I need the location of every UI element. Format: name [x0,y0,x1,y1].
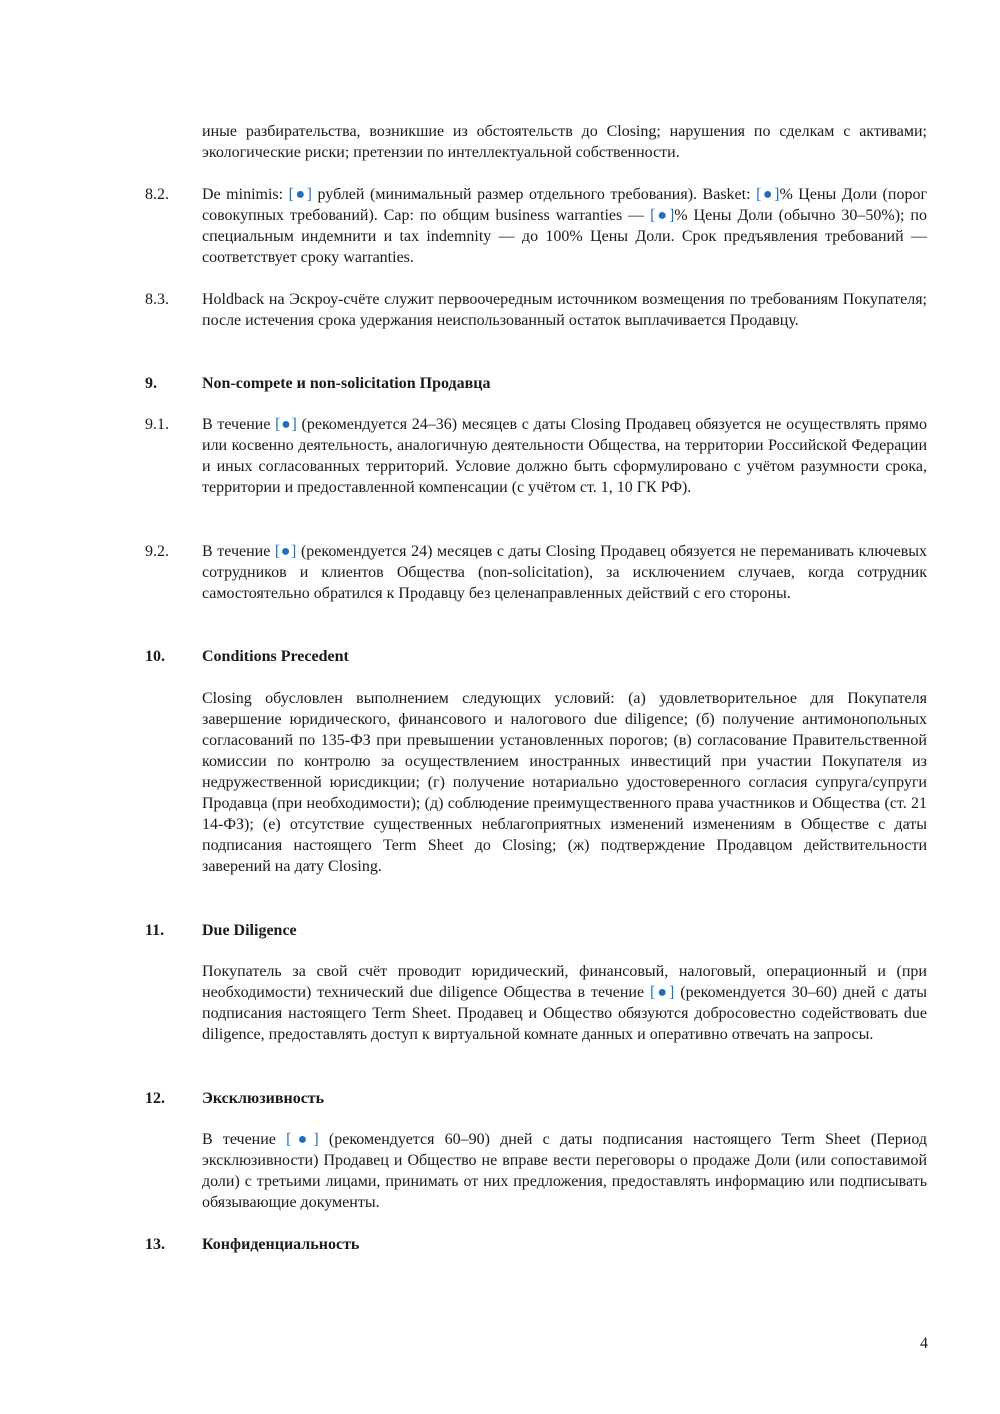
text-run: (рекомендуется 24–36) месяцев с даты Closing Продавец обязуется не осуществлять прямо или косвенно деятельность, аналогичную деятельности Общества, на территории Российской Федерации и иных согласованных территорий. Условие должно быть сформулировано с учётом разумности срока, территории и предоставленной компенсации (с учётом ст. 1, 10 ГК РФ). [202,416,928,496]
clause-text [202,121,927,163]
text-run: Non-compete и non-solicitation Продавца [202,375,491,392]
section-title [202,1234,927,1255]
section-heading-11 [145,920,927,941]
text-run: Holdback на Эскроу-счёте служит первоочередным источником возмещения по требованиям Покупателя; после истечения срока удержания неиспользованный остаток выплачивается Продавцу. [202,291,927,329]
clause-8-3 [145,289,927,331]
text-run: % Цены Доли (обычно 30–50%); по специальным индемнити и tax indemnity — до 100% Цены Доли. Срок предъявления требований — соответствует сроку warranties. [202,207,927,266]
clause-9-2 [145,541,927,604]
section-number: 13. [145,1236,165,1253]
text-run: % Цены Доли (порог совокупных требований). Cap: по общим business warranties — [202,186,928,224]
section-title [202,1088,927,1109]
clause-text [202,184,927,268]
text-run: В течение [202,543,275,560]
text-run: (рекомендуется 60–90) дней с даты подписания настоящего Term Sheet (Период эксклюзивности) Продавец и Общество не вправе вести переговоры о продаже Доли (или сопоставимой доли) с третьими лицами, принимать от них предложения, предоставлять информацию или подписывать обязывающие документы. [202,1131,928,1211]
text-run: В течение [202,1131,287,1148]
section-title [202,373,927,394]
clause-text [202,1129,927,1213]
continued-paragraph [145,121,927,163]
due-diligence-text [145,961,927,1045]
clause-number: 9.1. [145,416,169,433]
text-run: (рекомендуется 30–60) дней с даты подписания настоящего Term Sheet. Продавец и Общество обязуются добросовестно содействовать due diligence, предоставлять доступ к виртуальной комнате данных и оперативно отвечать на запросы. [202,984,928,1043]
placeholder-field: [●] [275,416,297,433]
clause-text [202,688,927,877]
section-heading-12 [145,1088,927,1109]
clause-number: 9.2. [145,543,169,560]
text-run: Конфиденциальность [202,1236,360,1253]
clause-number: 8.3. [145,291,169,308]
clause-text [202,289,927,331]
placeholder-field: [●] [286,1131,319,1148]
exclusivity-text [145,1129,927,1213]
section-number: 9. [145,375,157,392]
text-run: В течение [202,416,276,433]
clause-number: 8.2. [145,186,169,203]
text-run: Покупатель за свой счёт проводит юридический, финансовый, налоговый, операционный и (при необходимости) технический due diligence Общества в течение [202,963,927,1001]
placeholder-field: [●] [650,207,675,224]
section-number: 11. [145,922,165,939]
clause-8-2 [145,184,927,268]
clause-9-1 [145,414,927,498]
placeholder-field: [●] [650,984,675,1001]
text-run: Due Diligence [202,922,297,939]
text-run: Conditions Precedent [202,648,349,665]
clause-text [202,541,927,604]
text-run: Closing обусловлен выполнением следующих условий: (а) удовлетворительное для Покупателя завершение юридического, финансового и налогового due diligence; (б) получение антимонопольных согласований по 135-ФЗ при превышении установленных порогов; (в) согласование Правительственной комиссии по контролю за осуществлением иностранных инвестиций при участии Покупателя из недружественной юрисдикции; (г) получение нотариально удостоверенного согласия супруга/супруги Продавца (при необходимости); (д) соблюдение преимущественного права участников и Общества (ст. 21 14-ФЗ); (е) отсутствие существенных неблагоприятных изменений изменениям в Обществе с даты подписания настоящего Term Sheet до Closing; (ж) подтверждение Продавцом действительности заверений на дату Closing. [202,690,927,875]
section-title [202,920,927,941]
section-number: 12. [145,1090,165,1107]
text-run: De minimis: [202,186,289,203]
clause-text [202,961,927,1045]
text-run: Эксклюзивность [202,1090,325,1107]
placeholder-field: [●] [274,543,297,560]
placeholder-field: [●] [756,186,780,203]
page-number: 4 [920,1335,928,1352]
section-heading-13 [145,1234,927,1255]
section-heading-10 [145,646,927,667]
section-number: 10. [145,648,165,665]
section-title [202,646,927,667]
placeholder-field: [●] [288,186,312,203]
conditions-precedent-text [145,688,927,877]
section-heading-9 [145,373,927,394]
text-run: иные разбирательства, возникшие из обстоятельств до Closing; нарушения по сделкам с активами; экологические риски; претензии по интеллектуальной собственности. [202,123,927,161]
text-run: (рекомендуется 24) месяцев с даты Closing Продавец обязуется не переманивать ключевых сотрудников и клиентов Общества (non-solicitation), за исключением случаев, когда сотрудник самостоятельно обратился к Продавцу без целенаправленных действий с его стороны. [202,543,928,602]
text-run: рублей (минимальный размер отдельного требования). Basket: [311,186,757,203]
clause-text [202,414,927,498]
